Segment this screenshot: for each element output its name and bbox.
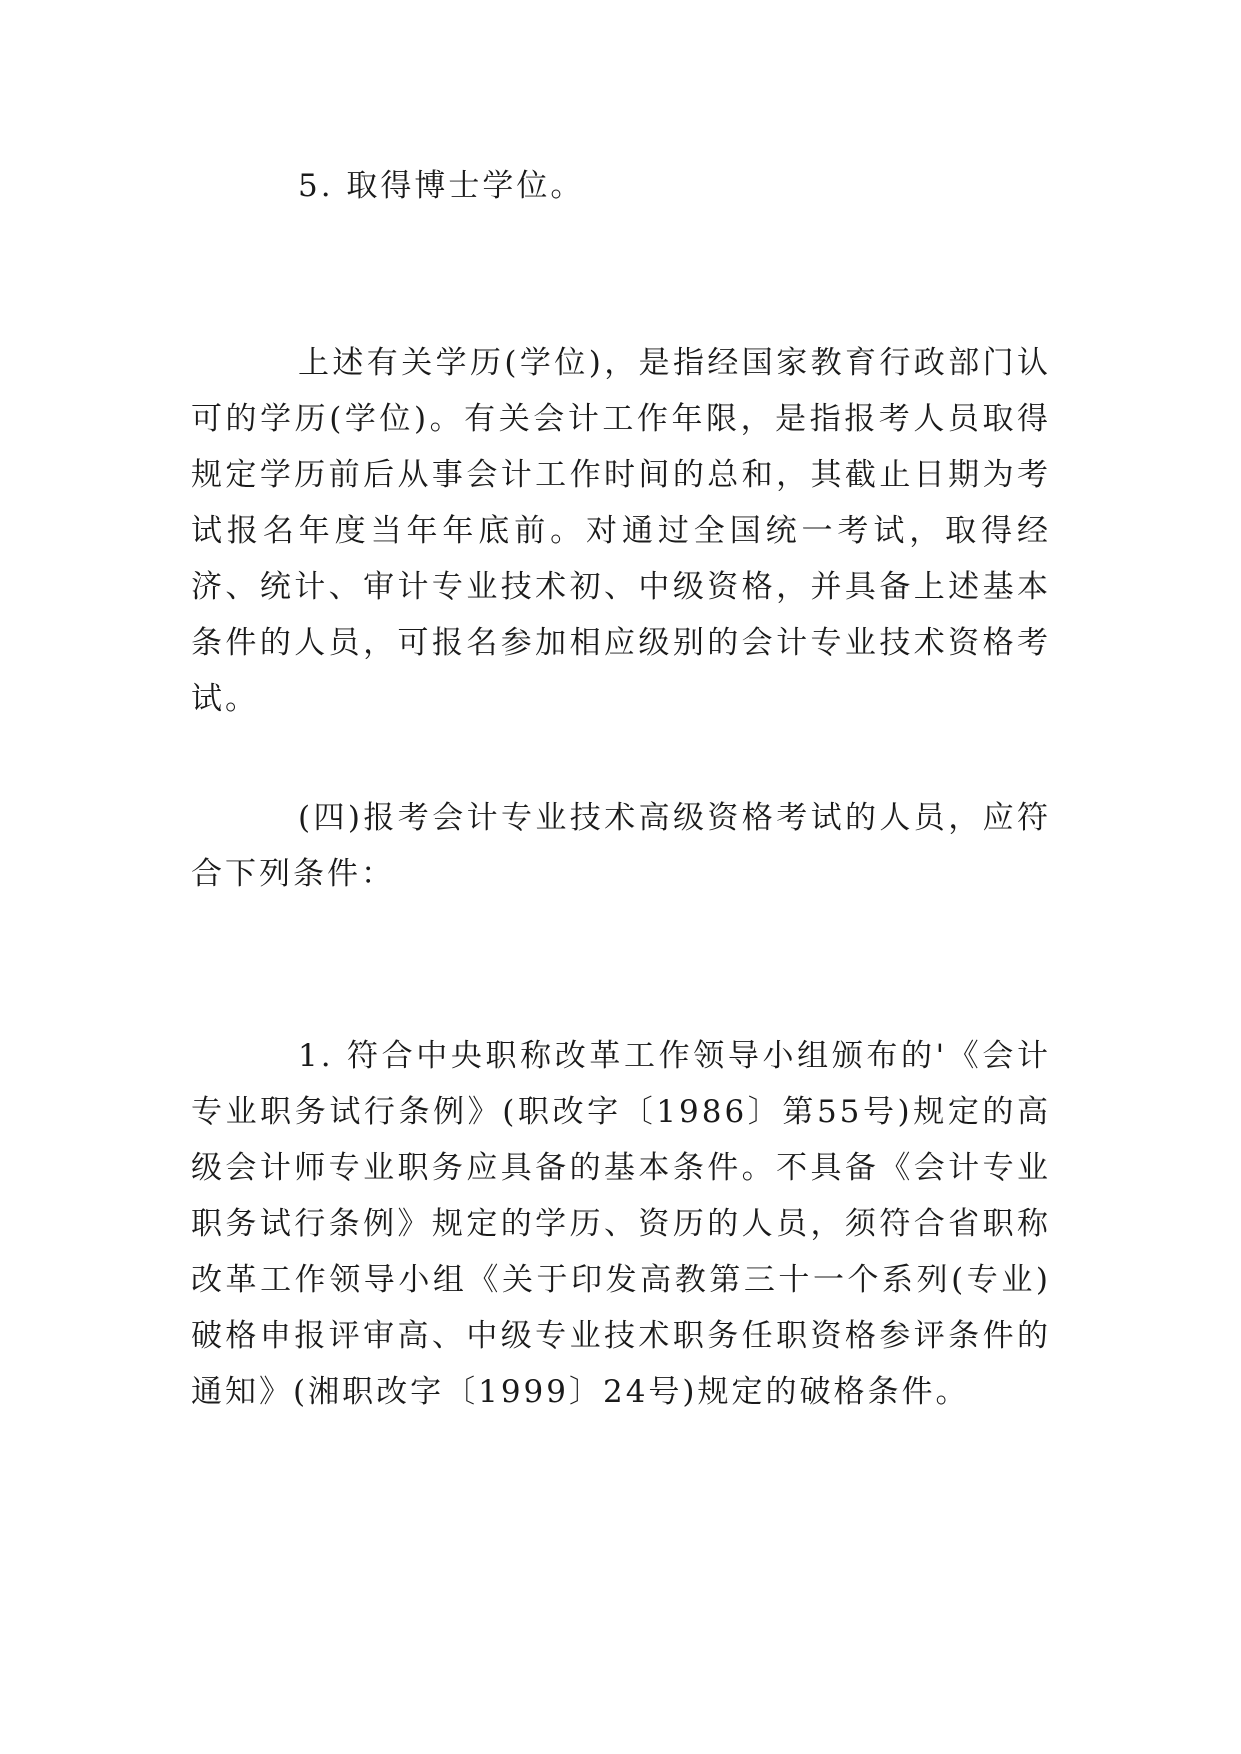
paragraph-section-4-heading: (四)报考会计专业技术高级资格考试的人员，应符合下列条件： [191,800,1051,892]
paragraph-qualification-explanation: 上述有关学历(学位)，是指经国家教育行政部门认可的学历(学位)。有关会计工作年限，是指报考人员取得规定学历前后从事会计工作时间的总和，其截止日期为考试报名年度当年年底前。对通过全国统一考试，取得经济、统计、审计专业技术初、中级资格，并具备上述基本条件的人员，可报名参加相应级别的会计专业技术资格考试。 [191,345,1051,717]
paragraph-item-5-doctorate: 5. 取得博士学位。 [298,168,585,204]
paragraph-item-1-senior-conditions: 1. 符合中央职称改革工作领导小组颁布的'《会计专业职务试行条例》(职改字〔1986〕第55号)规定的高级会计师专业职务应具备的基本条件。不具备《会计专业职务试行条例》规定的学历、资历的人员，须符合省职称改革工作领导小组《关于印发高教第三十一个系列(专业)破格申报评审高、中级专业技术职务任职资格参评条件的通知》(湘职改字〔1999〕24号)规定的破格条件。 [191,1038,1051,1410]
